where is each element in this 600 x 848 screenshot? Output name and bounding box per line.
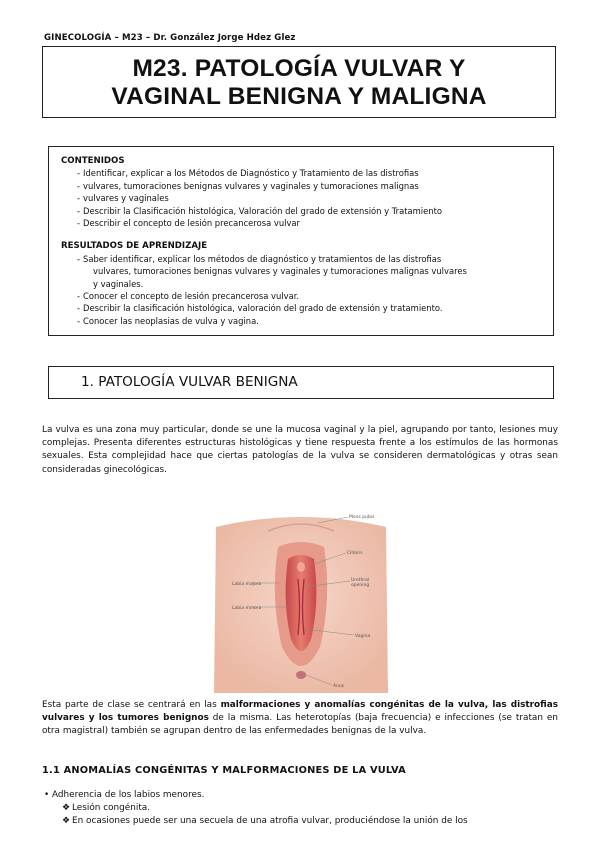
label-anus: Anus	[333, 684, 345, 689]
label-urethral: Urethral	[351, 578, 370, 583]
section-1-title: 1. PATOLOGÍA VULVAR BENIGNA	[81, 374, 298, 390]
intro-paragraph: La vulva es una zona muy particular, donde se une la mucosa vaginal y la piel, agrupando por tanto, lesiones muy complejas. Presenta diferentes estructuras histológicas y tiene respuesta frente a los estímulos de las hormonas sexuales. Esta complejidad hace que ciertas patologías de la vulva se consideren dermatológicas y otras sean consideradas ginecológicas.	[42, 425, 558, 475]
outcome-item: - Conocer las neoplasias de vulva y vagina.	[77, 315, 543, 327]
sub-bullet-text: En ocasiones puede ser una secuela de una atrofia vulvar, produciéndose la unión de los	[72, 816, 468, 826]
vulva-anatomy-illustration	[208, 507, 394, 693]
contents-item: - vulvares, tumoraciones benignas vulvares y vaginales y tumoraciones malignas	[77, 180, 543, 192]
diamond-bullet-icon: ❖	[62, 803, 71, 813]
contents-heading: CONTENIDOS	[61, 156, 125, 166]
outcome-item: - Describir la clasificación histológica, valoración del grado de extensión y tratamiento.	[77, 302, 543, 314]
sub-bullet-item	[44, 802, 554, 815]
spacer	[61, 229, 543, 240]
outcome-item-continued: vulvares, tumoraciones benignas vulvares y vaginales y tumoraciones malignas vulvares	[93, 266, 467, 277]
section-1-box	[48, 366, 554, 399]
label-mons: Mons pubis	[349, 515, 375, 520]
bullet-item: • Adherencia de los labios menores.	[44, 789, 554, 802]
focus-suffix: de la misma. Las heterotopías (baja frecuencia) e infecciones (se tratan en otra magistral) también se agrupan dentro de las enfermedades benignas de la vulva.	[42, 713, 558, 737]
label-clitoris: Clitoris	[347, 551, 363, 556]
outcome-item: - Saber identificar, explicar los métodos de diagnóstico y tratamientos de las distrofias	[77, 253, 543, 265]
focus-prefix: Esta parte de clase se centrará en las	[42, 700, 221, 710]
anus-shape	[296, 671, 306, 679]
outcome-item: - Conocer el concepto de lesión precancerosa vulvar.	[77, 290, 543, 302]
label-labia-majora: Labia majora	[232, 582, 262, 587]
focus-bold: malformaciones y anomalías congénitas de la vulva, las distrofias vulvares y los tumores benignos	[42, 700, 558, 724]
outcome-item-continued: y vaginales.	[93, 278, 144, 289]
bullet-list	[44, 789, 554, 828]
contents-box	[48, 146, 554, 336]
outcomes-list	[61, 253, 543, 327]
page-title-line-2: VAGINAL BENIGNA Y MALIGNA	[111, 83, 487, 110]
contents-item: - Describir la Clasificación histológica, Valoración del grado de extensión y Tratamiento	[77, 205, 543, 217]
clitoris-shape	[297, 562, 305, 572]
contents-item: - Identificar, explicar a los Métodos de Diagnóstico y Tratamiento de las distrofias	[77, 167, 543, 179]
page-title-line-1: M23. PATOLOGÍA VULVAR Y	[132, 55, 466, 82]
contents-item: - vulvares y vaginales	[77, 192, 543, 204]
label-labia-minora: Labia minora	[232, 606, 262, 611]
section-1-1-title: 1.1 ANOMALÍAS CONGÉNITAS Y MALFORMACIONES DE LA VULVA	[42, 765, 406, 776]
focus-paragraph	[42, 699, 558, 739]
label-opening: opening	[351, 583, 370, 588]
anatomy-figure	[208, 507, 394, 693]
label-vagina: Vagina	[355, 634, 371, 639]
outcomes-heading: RESULTADOS DE APRENDIZAJE	[61, 241, 208, 252]
sub-bullet-item	[44, 815, 554, 828]
contents-item: - Describir el concepto de lesión precancerosa vulvar	[77, 217, 543, 229]
diamond-bullet-icon: ❖	[62, 816, 71, 826]
contents-list	[61, 167, 543, 229]
sub-bullet-text: Lesión congénita.	[72, 803, 151, 813]
running-header: GINECOLOGÍA – M23 – Dr. González Jorge Hdez Glez	[44, 33, 296, 43]
title-box	[42, 46, 556, 118]
